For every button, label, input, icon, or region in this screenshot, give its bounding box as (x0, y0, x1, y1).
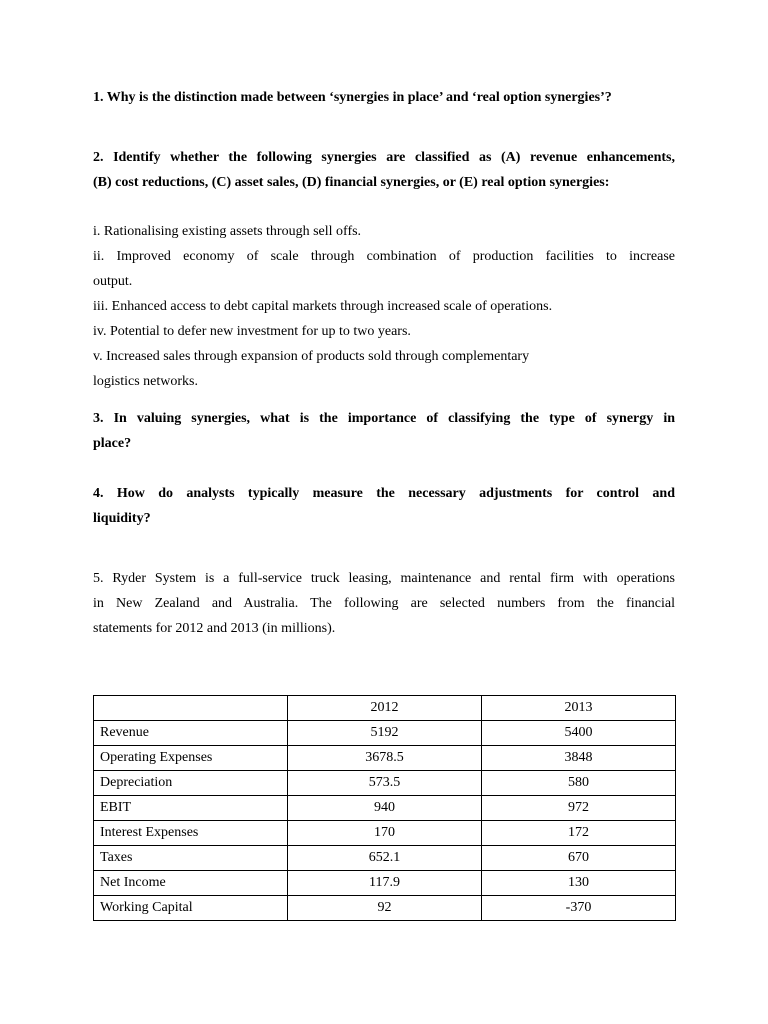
list-item-i: i. Rationalising existing assets through sell offs. (93, 224, 362, 239)
table-row (94, 771, 676, 796)
value-2012: 117.9 (288, 871, 482, 896)
table-header-cell: 2012 (288, 696, 482, 721)
table-row (94, 846, 676, 871)
table-header-cell: 2013 (482, 696, 676, 721)
value-2012: 92 (288, 896, 482, 921)
table-header-cell (94, 696, 288, 721)
row-label: Interest Expenses (94, 821, 288, 846)
row-label: EBIT (94, 796, 288, 821)
list-item-ii-line-1: ii. Improved economy of scale through combination of production facilities to increase (93, 249, 675, 264)
value-2013: 172 (482, 821, 676, 846)
table-row (94, 721, 676, 746)
question-4-line-2: liquidity? (93, 511, 151, 526)
question-2-line-2: (B) cost reductions, (C) asset sales, (D) financial synergies, or (E) real option synergies: (93, 175, 610, 190)
question-5-line-1: 5. Ryder System is a full-service truck leasing, maintenance and rental firm with operations (93, 571, 675, 586)
question-4 (93, 481, 675, 531)
table-row (94, 821, 676, 846)
value-2012: 3678.5 (288, 746, 482, 771)
table-header-row (94, 696, 676, 721)
table-row (94, 896, 676, 921)
list-item-iv: iv. Potential to defer new investment for up to two years. (93, 324, 411, 339)
value-2013: 580 (482, 771, 676, 796)
value-2013: 5400 (482, 721, 676, 746)
question-3-line-1: 3. In valuing synergies, what is the importance of classifying the type of synergy in (93, 411, 675, 426)
list-item-v-line-2: logistics networks. (93, 374, 198, 389)
question-4-line-1: 4. How do analysts typically measure the necessary adjustments for control and (93, 486, 675, 501)
value-2013: -370 (482, 896, 676, 921)
question-5 (93, 566, 675, 641)
list-item-iii: iii. Enhanced access to debt capital markets through increased scale of operations. (93, 299, 553, 314)
value-2012: 573.5 (288, 771, 482, 796)
value-2013: 670 (482, 846, 676, 871)
question-3 (93, 406, 675, 456)
row-label: Operating Expenses (94, 746, 288, 771)
question-1 (93, 85, 675, 110)
row-label: Net Income (94, 871, 288, 896)
table-row (94, 746, 676, 771)
row-label: Depreciation (94, 771, 288, 796)
row-label: Working Capital (94, 896, 288, 921)
financial-table (93, 695, 676, 921)
question-2 (93, 145, 675, 195)
table-row (94, 796, 676, 821)
value-2012: 940 (288, 796, 482, 821)
question-5-line-2: in New Zealand and Australia. The following are selected numbers from the financial (93, 596, 675, 611)
value-2012: 170 (288, 821, 482, 846)
row-label: Taxes (94, 846, 288, 871)
question-3-line-2: place? (93, 436, 132, 451)
value-2012: 5192 (288, 721, 482, 746)
value-2013: 972 (482, 796, 676, 821)
value-2012: 652.1 (288, 846, 482, 871)
question-5-line-3: statements for 2012 and 2013 (in millions). (93, 621, 336, 636)
question-2-line-1: 2. Identify whether the following synergies are classified as (A) revenue enhancements, (93, 150, 675, 165)
synergy-list (93, 219, 675, 394)
list-item-v-line-1: v. Increased sales through expansion of products sold through complementary (93, 349, 530, 364)
list-item-ii-line-2: output. (93, 274, 133, 289)
row-label: Revenue (94, 721, 288, 746)
table-row (94, 871, 676, 896)
value-2013: 130 (482, 871, 676, 896)
value-2013: 3848 (482, 746, 676, 771)
question-1-text: 1. Why is the distinction made between ‘synergies in place’ and ‘real option synergies’? (93, 90, 612, 105)
